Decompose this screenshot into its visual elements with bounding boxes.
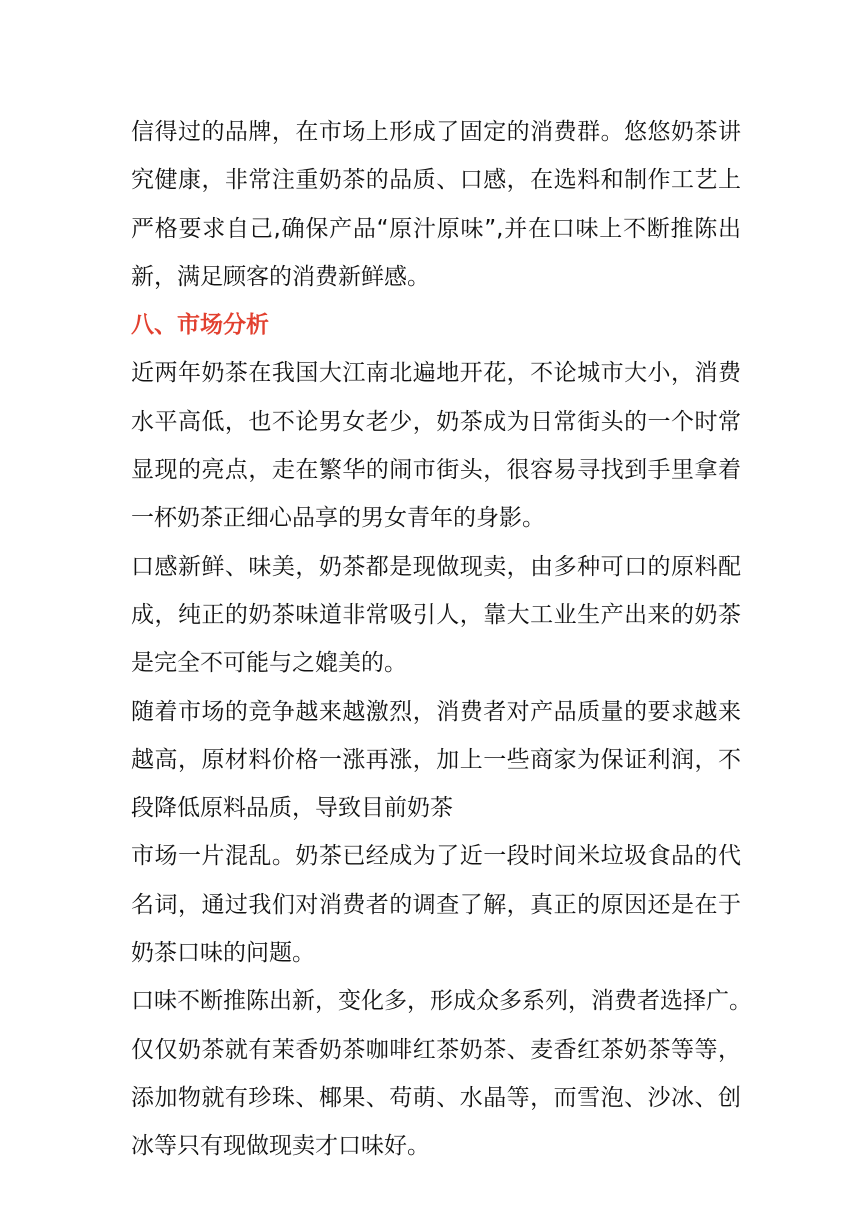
text-line: 市场一片混乱。奶茶已经成为了近一段时间米垃圾食品的代 bbox=[131, 843, 741, 870]
text-line: 新，满足顾客的消费新鲜感。 bbox=[131, 263, 430, 290]
text-line: 显现的亮点，走在繁华的闹市街头，很容易寻找到手里拿着 bbox=[131, 457, 741, 484]
text-line: 是完全不可能与之媲美的。 bbox=[131, 650, 407, 677]
text-line: 名词，通过我们对消费者的调查了解，真正的原因还是在于 bbox=[131, 891, 741, 918]
paragraph-market-chaos bbox=[131, 832, 741, 977]
text-line: 添加物就有珍珠、椰果、苟萌、水晶等，而雪泡、沙冰、创 bbox=[131, 1084, 741, 1111]
text-line: 随着市场的竞争越来越激烈，消费者对产品质量的要求越来 bbox=[131, 698, 741, 725]
text-line: 近两年奶茶在我国大江南北遍地开花，不论城市大小，消费 bbox=[131, 360, 741, 387]
intro-paragraph bbox=[131, 108, 741, 301]
text-line: 口感新鲜、味美，奶茶都是现做现卖，由多种可口的原料配 bbox=[131, 553, 741, 580]
text-line: 水平高低，也不论男女老少，奶茶成为日常街头的一个时常 bbox=[131, 408, 741, 435]
document-body bbox=[131, 108, 752, 1171]
text-line: 严格要求自己,确保产品“原汁原味”,并在口味上不断推陈出 bbox=[131, 215, 741, 242]
text-line: 成，纯正的奶茶味道非常吸引人，靠大工业生产出来的奶茶 bbox=[131, 601, 741, 628]
paragraph-taste bbox=[131, 543, 741, 688]
text-line: 一杯奶茶正细心品享的男女青年的身影。 bbox=[131, 505, 545, 532]
text-line: 越高，原材料价格一涨再涨，加上一些商家为保证利润，不 bbox=[131, 746, 741, 773]
text-line: 冰等只有现做现卖才口味好。 bbox=[131, 1133, 430, 1160]
paragraph-competition bbox=[131, 688, 741, 833]
paragraph-popularity bbox=[131, 349, 741, 542]
text-line: 奶茶口味的问题。 bbox=[131, 940, 315, 967]
text-line: 信得过的品牌，在市场上形成了固定的消费群。悠悠奶茶讲 bbox=[131, 119, 741, 145]
text-line: 段降低原料品质，导致目前奶茶 bbox=[131, 795, 453, 822]
paragraph-variety bbox=[131, 977, 752, 1170]
text-line: 仅仅奶茶就有茉香奶茶咖啡红茶奶茶、麦香红茶奶茶等等， bbox=[131, 1036, 741, 1063]
text-line: 究健康，非常注重奶茶的品质、口感，在选料和制作工艺上 bbox=[131, 167, 741, 194]
text-line: 口味不断推陈出新，变化多，形成众多系列，消费者选择广。 bbox=[131, 988, 752, 1015]
section-heading-market-analysis: 八、市场分析 bbox=[131, 312, 269, 339]
